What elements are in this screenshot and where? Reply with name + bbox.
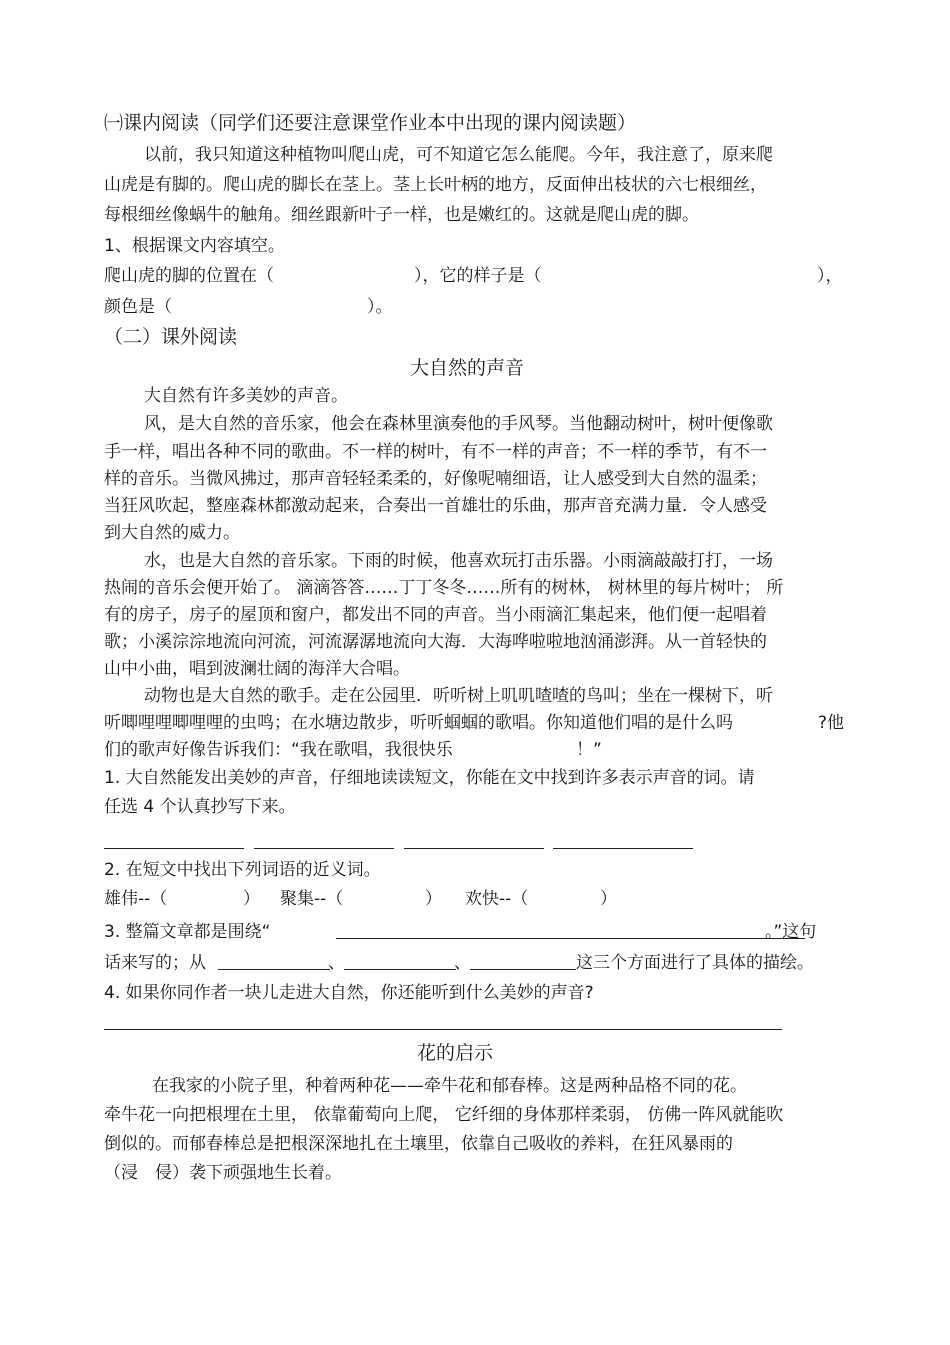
story-line-12: 动物也是大自然的歌手。走在公园里．听听树上叽叽喳喳的鸟叫；坐在一棵树下，听 bbox=[144, 686, 773, 706]
question-1-blank-b: ），它的样子是（ bbox=[414, 266, 542, 286]
passage1-line-1: 以前，我只知道这种植物叫爬山虎，可不知道它怎么能爬。今年，我注意了，原来爬 bbox=[144, 145, 773, 165]
synonym-3: 欢快--（ bbox=[465, 889, 529, 909]
answer-line-4[interactable] bbox=[553, 848, 693, 849]
synonym-1-close: ） bbox=[243, 889, 260, 909]
answer-line-q3-tail bbox=[765, 938, 805, 939]
story-line-14: 们的歌声好像告诉我们：“我在歌唱，我很快乐 bbox=[104, 740, 453, 760]
question-s2-3b: 。”这句 bbox=[765, 922, 817, 942]
story-line-14-end: ！” bbox=[576, 740, 602, 760]
story-title: 大自然的声音 bbox=[410, 357, 525, 379]
passage1-line-3: 每根细丝像蜗牛的触角。细丝跟新叶子一样，也是嫩红的。这就是爬山虎的脚。 bbox=[104, 205, 699, 225]
story-line-7: 水，也是大自然的音乐家。下雨的时候，他喜欢玩打击乐器。小雨滴敲敲打打，一场 bbox=[144, 551, 773, 571]
answer-line-q3-a[interactable] bbox=[218, 969, 330, 970]
section2-heading: （二）课外阅读 bbox=[104, 326, 238, 348]
synonym-3-close: ） bbox=[600, 889, 617, 909]
story2-line-2: 牵牛花一向把根埋在土里， 依靠葡萄向上爬， 它纤细的身体那样柔弱， 仿佛一阵风就能吹 bbox=[104, 1105, 784, 1125]
question-1-blank-d: 颜色是（ bbox=[104, 297, 172, 317]
question-s2-3d: 这三个方面进行了具体的描绘。 bbox=[576, 953, 814, 973]
passage1-line-2: 山虎是有脚的。爬山虎的脚长在茎上。茎上长叶柄的地方，反面伸出枝状的六七根细丝， bbox=[104, 175, 767, 195]
question-1-blank-a: 爬山虎的脚的位置在（ bbox=[104, 266, 274, 286]
story2-line-4: （浸 侵）袭下顽强地生长着。 bbox=[104, 1163, 342, 1183]
question-1-blank-c: ）， bbox=[817, 266, 843, 286]
question-s2-1b: 任选 4 个认真抄写下来。 bbox=[104, 797, 296, 817]
story-line-2: 风，是大自然的音乐家，他会在森林里演奏他的手风琴。当他翻动树叶，树叶便像歌 bbox=[144, 414, 773, 434]
answer-line-3[interactable] bbox=[404, 848, 544, 849]
story-line-9: 有的房子，房子的屋顶和窗户，都发出不同的声音。当小雨滴汇集起来，他们便一起唱着 bbox=[104, 605, 767, 625]
story2-line-3: 倒似的。而郁春棒总是把根深深地扎在土壤里，依靠自己吸收的养料，在狂风暴雨的 bbox=[104, 1134, 733, 1154]
answer-line-q3-c[interactable] bbox=[470, 969, 576, 970]
question-s2-3a: 3. 整篇文章都是围绕“ bbox=[104, 922, 271, 942]
answer-line-2[interactable] bbox=[254, 848, 394, 849]
story-line-4: 样的音乐。当微风拂过，那声音轻轻柔柔的，好像呢喃细语，让人感受到大自然的温柔； bbox=[104, 469, 767, 489]
question-s2-4: 4. 如果你同作者一块儿走进大自然，你还能听到什么美妙的声音? bbox=[104, 983, 594, 1003]
answer-line-1[interactable] bbox=[104, 848, 244, 849]
story-line-10: 歌；小溪淙淙地流向河流，河流潺潺地流向大海．大海哗啦啦地汹涌澎湃。从一首轻快的 bbox=[104, 632, 767, 652]
answer-line-q3-b[interactable] bbox=[344, 969, 456, 970]
story2-title: 花的启示 bbox=[417, 1042, 494, 1064]
synonym-1: 雄伟--（ bbox=[104, 889, 168, 909]
question-s2-2: 2. 在短文中找出下列词语的近义词。 bbox=[104, 860, 381, 880]
section1-heading: ㈠课内阅读（同学们还要注意课堂作业本中出现的课内阅读题） bbox=[104, 112, 637, 134]
question-1-prompt: 1、根据课文内容填空。 bbox=[104, 236, 285, 256]
comma-2: 、 bbox=[454, 953, 471, 973]
answer-line-q3-main[interactable] bbox=[336, 938, 766, 939]
question-s2-1a: 1. 大自然能发出美妙的声音，仔细地读读短文，你能在文中找到许多表示声音的词。请 bbox=[104, 768, 755, 788]
story-line-5: 当狂风吹起，整座森林都激动起来，合奏出一首雄壮的乐曲，那声音充满力量．令人感受 bbox=[104, 496, 767, 516]
story-line-8: 热闹的音乐会便开始了。 滴滴答答……丁丁冬冬……所有的树林， 树林里的每片树叶； 所 bbox=[104, 578, 784, 598]
question-s2-3c: 话来写的；从 bbox=[104, 953, 206, 973]
comma-1: 、 bbox=[328, 953, 345, 973]
story-line-13: 听唧哩哩唧哩哩的虫鸣；在水塘边散步，听听蝈蝈的歌唱。你知道他们唱的是什么吗 bbox=[104, 713, 733, 733]
synonym-2: 聚集--（ bbox=[280, 889, 344, 909]
answer-line-q4[interactable] bbox=[104, 1029, 782, 1030]
story-line-3: 手一样，唱出各种不同的歌曲。不一样的树叶，有不一样的声音；不一样的季节，有不一 bbox=[104, 442, 767, 462]
story-line-13-end: ?他 bbox=[818, 713, 845, 733]
story-line-6: 到大自然的威力。 bbox=[104, 523, 240, 543]
story-line-11: 山中小曲，唱到波澜壮阔的海洋大合唱。 bbox=[104, 659, 410, 679]
synonym-2-close: ） bbox=[425, 889, 442, 909]
story-line-1: 大自然有许多美妙的声音。 bbox=[144, 386, 348, 406]
story2-line-1: 在我家的小院子里，种着两种花——牵牛花和郁春棒。这是两种品格不同的花。 bbox=[152, 1076, 747, 1096]
question-1-blank-e: ）。 bbox=[367, 297, 393, 317]
